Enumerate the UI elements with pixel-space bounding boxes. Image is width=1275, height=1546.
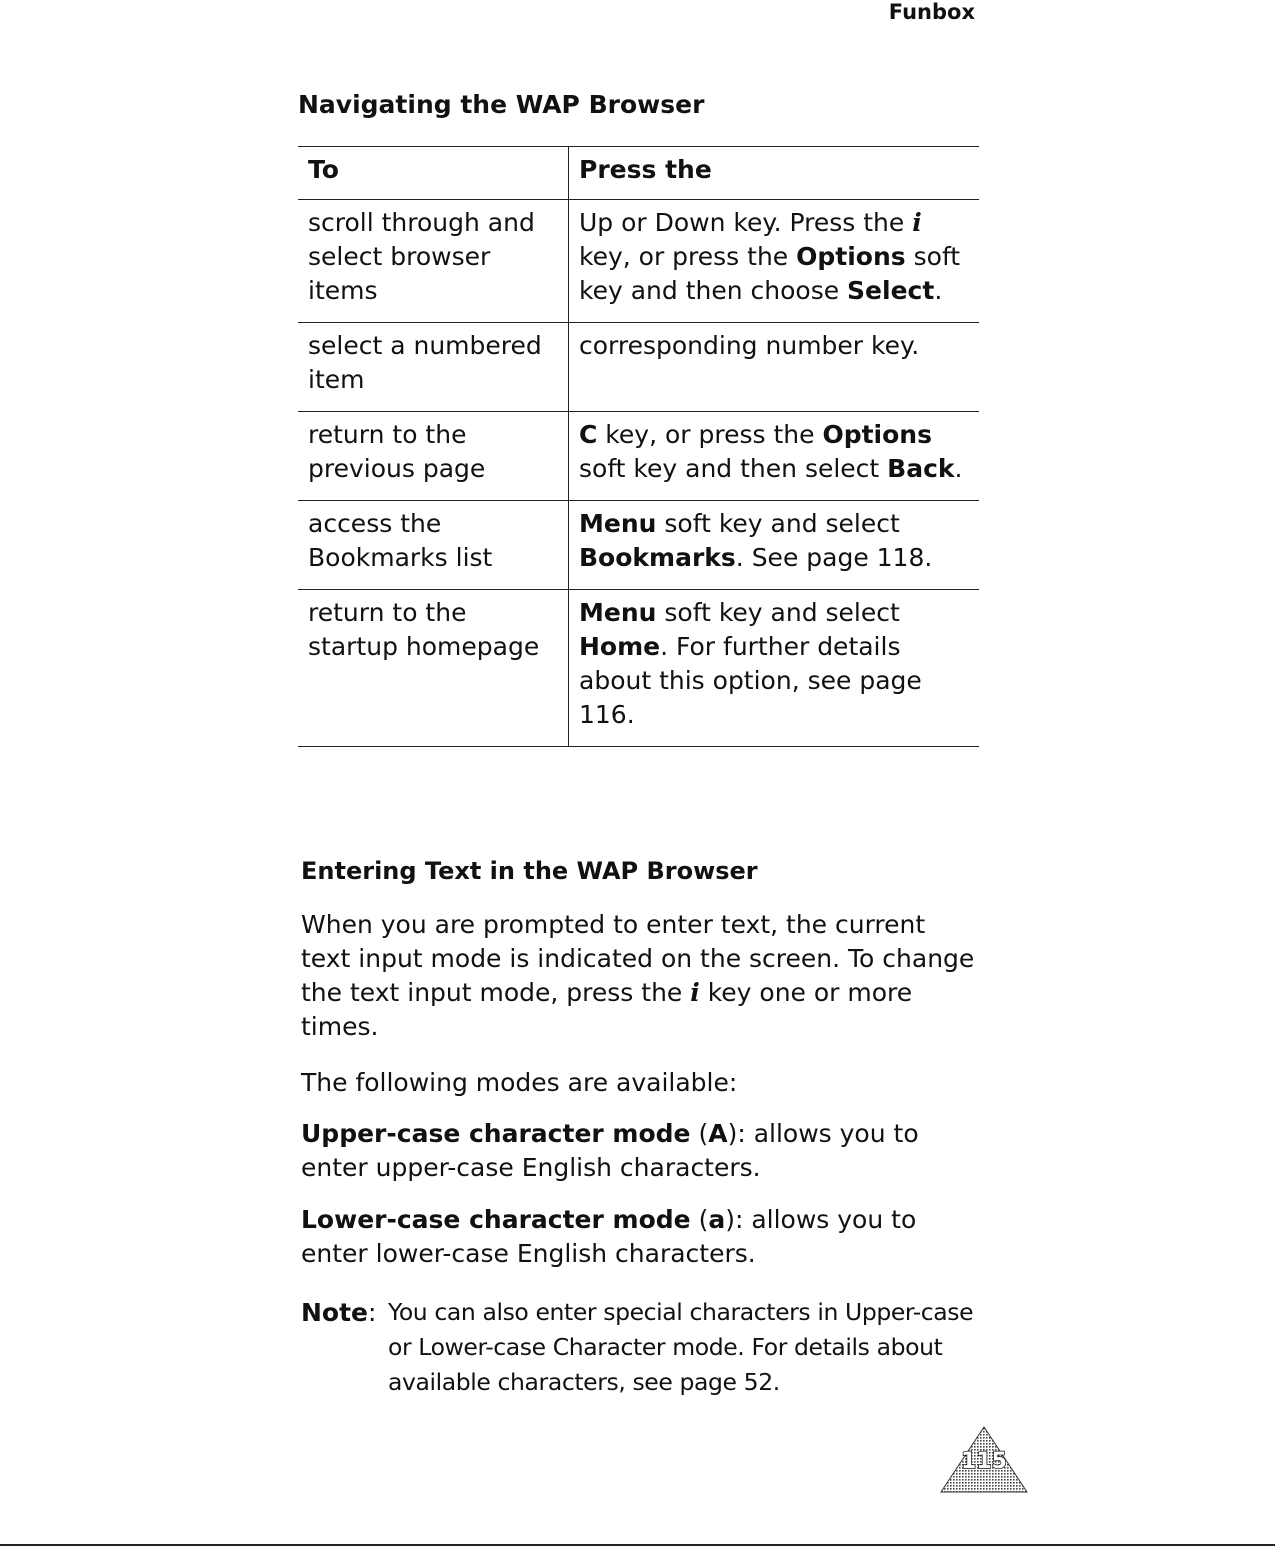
row-keys-text: Up or Down key. Press the (579, 208, 913, 237)
note-block (301, 1295, 981, 1400)
row-action: return to the startup homepage (298, 590, 569, 747)
note-label-text: Note (301, 1298, 369, 1327)
i-key-icon: i (912, 208, 922, 237)
row-keys-text: key, or press the (597, 420, 823, 449)
key-name: C (579, 420, 598, 449)
key-name: Home (579, 632, 661, 661)
mode-symbol: a (708, 1205, 726, 1234)
mode-desc: allows you to enter lower-case English characters. (301, 1205, 917, 1268)
row-keys (569, 200, 980, 323)
table-row (298, 412, 979, 501)
running-header: Funbox (888, 0, 975, 24)
table-row (298, 323, 979, 412)
row-keys-text: soft key and then select (579, 454, 888, 483)
table-row (298, 501, 979, 590)
key-name: Options (796, 242, 906, 271)
row-keys-text: key, or press the (579, 242, 797, 271)
intro-paragraph (301, 908, 981, 1044)
row-keys-text: . (954, 454, 963, 483)
mode-desc: allows you to enter upper-case English characters. (301, 1119, 919, 1182)
table-header-row (298, 147, 979, 200)
row-keys (569, 412, 980, 501)
table-row (298, 590, 979, 747)
table-row (298, 200, 979, 323)
row-action: select a numbered item (298, 323, 569, 412)
mode-symbol: A (708, 1119, 728, 1148)
mode-paren: ): (725, 1205, 752, 1234)
page-number: 115 (961, 1449, 1007, 1474)
mode-paren: ( (690, 1119, 709, 1148)
text-section-title: Entering Text in the WAP Browser (301, 857, 758, 885)
row-keys-text: . See page 118. (735, 543, 933, 572)
mode-name: Upper-case character mode (301, 1119, 691, 1148)
row-action: scroll through and select browser items (298, 200, 569, 323)
i-key-icon: i (690, 978, 700, 1007)
mode-name: Lower-case character mode (301, 1205, 691, 1234)
mode-paren: ( (690, 1205, 709, 1234)
row-action: access the Bookmarks list (298, 501, 569, 590)
row-keys (569, 323, 980, 412)
nav-section-title: Navigating the WAP Browser (298, 90, 705, 119)
intro-text: When you are prompted to enter text, the current text input mode is indicated on the screen. To change the text input mode, press the (301, 910, 975, 1007)
key-name: Back (887, 454, 955, 483)
navigation-table (298, 146, 979, 747)
intro-text: key one or more times. (301, 978, 913, 1041)
key-name: Menu (579, 509, 657, 538)
page-number-badge (938, 1425, 1030, 1495)
row-action: return to the previous page (298, 412, 569, 501)
key-name: Select (847, 276, 935, 305)
row-keys-text: . (934, 276, 943, 305)
mode-paren: ): (727, 1119, 754, 1148)
row-keys (569, 590, 980, 747)
row-keys-text: soft key and select (656, 509, 900, 538)
row-keys-text: soft key and then choose (579, 242, 961, 305)
modes-intro: The following modes are available: (301, 1068, 738, 1097)
key-name: Options (822, 420, 932, 449)
column-header-to: To (298, 147, 569, 200)
mode-lower-case (301, 1203, 981, 1271)
key-name: Menu (579, 598, 657, 627)
key-name: Bookmarks (579, 543, 736, 572)
row-keys-text: soft key and select (656, 598, 900, 627)
row-keys (569, 501, 980, 590)
mode-upper-case (301, 1117, 981, 1185)
note-text: You can also enter special characters in Upper-case or Lower-case Character mode. For details about available characters, see page 52. (388, 1298, 974, 1396)
note-colon: : (368, 1298, 377, 1327)
row-keys-text: . For further details about this option, see page 116. (579, 632, 922, 729)
row-keys-text: corresponding number key. (579, 331, 920, 360)
note-label (301, 1295, 376, 1330)
column-header-press: Press the (569, 147, 980, 200)
